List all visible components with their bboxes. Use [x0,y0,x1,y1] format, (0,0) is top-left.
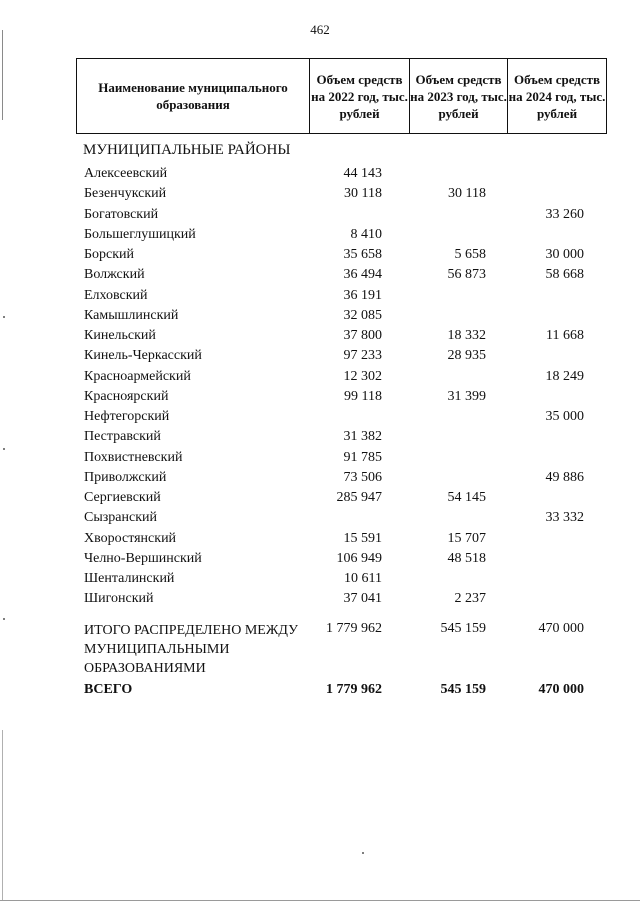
value-2022: 97 233 [343,348,382,364]
value-2022: 12 302 [343,368,382,384]
district-name: Шенталинский [84,571,175,586]
district-name: Волжский [84,267,145,283]
table-row [0,166,640,186]
value-2022: 37 041 [343,591,382,607]
district-name: Красноярский [84,388,169,404]
value-2024: 18 249 [545,368,584,384]
total-label: ИТОГО РАСПРЕДЕЛЕНО МЕЖДУ МУНИЦИПАЛЬНЫМИ ОБРАЗОВАНИЯМИ [84,623,298,676]
district-name: Елховский [84,287,148,303]
value-2023: 48 518 [447,550,486,566]
scan-margin-line [2,30,3,120]
value-2022: 99 118 [344,388,382,404]
value-2022: 285 947 [336,490,382,505]
district-name: Челно-Вершинский [84,550,202,566]
value-2024: 11 668 [546,328,584,343]
district-name: Кинель-Черкасский [84,348,202,364]
value-2022: 30 118 [344,186,382,202]
total-2023: 545 159 [440,621,486,636]
value-2022: 31 382 [343,429,382,445]
header-year-2023: Объем средств на 2023 год, тыс. рублей [410,59,508,133]
value-2023: 56 873 [447,267,486,283]
value-2022: 106 949 [336,550,382,566]
district-name: Кинельский [84,328,156,343]
district-name: Приволжский [84,469,167,485]
table-row [0,450,640,470]
value-2023: 5 658 [454,247,486,262]
section-title: МУНИЦИПАЛЬНЫЕ РАЙОНЫ [83,142,291,158]
grand-total-2022: 1 779 962 [326,682,382,697]
value-2022: 91 785 [343,449,382,465]
value-2023: 54 145 [447,490,486,505]
district-name: Безенчукский [84,186,167,202]
header-year-2024: Объем средств на 2024 год, тыс. рублей [508,71,606,121]
header-year-2022: Объем средств на 2022 год, тыс. рублей [310,59,410,133]
value-2024: 58 668 [545,267,584,283]
table-row [0,429,640,449]
table-row [0,571,640,591]
value-2022: 8 410 [350,226,382,242]
value-2022: 35 658 [343,247,382,262]
scan-margin-line [2,730,3,900]
district-name: Похвистневский [84,449,183,465]
district-name: Большеглушицкий [84,226,196,242]
district-name: Борский [84,247,135,262]
value-2022: 36 494 [343,267,382,283]
value-2023: 28 935 [447,348,486,364]
district-name: Богатовский [84,206,159,222]
table-row [0,186,640,206]
district-name: Хворостянский [84,530,177,546]
page-number: 462 [310,22,330,37]
value-2022: 32 085 [343,307,382,323]
table-row [0,591,640,611]
scan-bottom-edge [0,900,640,901]
scan-speck [3,618,5,620]
table-row [0,227,640,247]
header-municipality: Наименование муниципального образования [77,59,310,133]
grand-total-2023: 545 159 [440,682,486,697]
table-row [0,510,640,530]
district-name: Алексеевский [84,166,168,181]
value-2023: 2 237 [454,591,486,607]
table-row [0,470,640,490]
table-row [0,328,640,348]
value-2022: 15 591 [343,530,382,546]
value-2023: 31 399 [447,388,486,404]
value-2022: 10 611 [344,571,382,586]
table-row [0,389,640,409]
district-name: Пестравский [84,429,161,445]
table-row [0,490,640,510]
total-2022: 1 779 962 [326,621,382,636]
value-2023: 30 118 [448,186,486,202]
grand-total-label: ВСЕГО [84,682,133,697]
table-row [0,531,640,551]
grand-total-2024: 470 000 [538,682,584,697]
scan-speck [3,316,5,318]
scan-speck [3,448,5,450]
value-2022: 73 506 [343,469,382,485]
value-2022: 36 191 [343,287,382,303]
district-name: Сергиевский [84,490,161,505]
value-2024: 30 000 [545,247,584,262]
scan-speck [362,852,364,854]
table-header [76,58,607,134]
table-row [0,348,640,368]
value-2024: 35 000 [545,409,584,424]
value-2022: 37 800 [343,328,382,343]
table-row [0,288,640,308]
district-name: Шигонский [84,591,154,607]
value-2023: 15 707 [447,530,486,546]
value-2022: 44 143 [343,166,382,181]
table-row [0,308,640,328]
district-name: Сызранский [84,510,157,526]
district-name: Красноармейский [84,368,191,384]
value-2024: 33 260 [545,206,584,222]
table-row [0,409,640,429]
value-2023: 18 332 [447,328,486,343]
district-name: Нефтегорский [84,409,170,424]
value-2024: 49 886 [545,469,584,485]
table-row [0,247,640,267]
table-row [0,551,640,571]
district-name: Камышлинский [84,307,179,323]
table-row [0,267,640,287]
table-row [0,369,640,389]
value-2024: 33 332 [545,510,584,526]
total-2024: 470 000 [538,621,584,636]
table-row [0,207,640,227]
